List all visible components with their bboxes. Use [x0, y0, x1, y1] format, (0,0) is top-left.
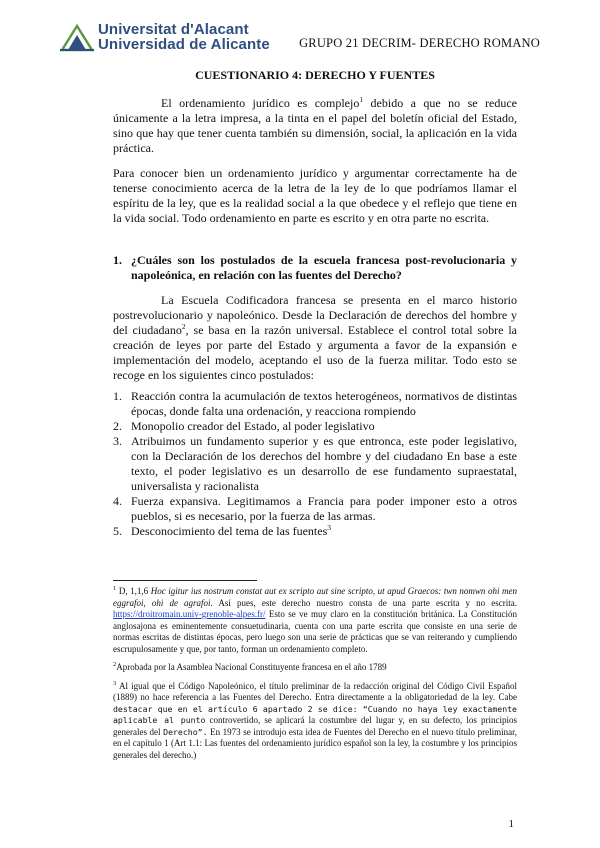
intro-paragraph-2: Para conocer bien un ordenamiento jurídico y argumentar correctamente ha de tenerse conocimiento acerca de la letra de la ley de lo que podríamos llamar el espíritu de la ley, que es la realidad social a la que obedece y el reflejo que tiene en la vida social. Todo ordenamiento en parte es escrito y en otra parte no escrita.: [113, 166, 517, 225]
university-emblem-icon: [60, 22, 94, 52]
list-item: 1. Reacción contra la acumulación de textos heterogéneos, normativos de distintas épocas, donde falta una ordenación, y reacciona rompiendo: [113, 389, 517, 418]
footnote-3: $^3$ Al igual que el Código Napoleónico, el título preliminar de la redacción original del Código Civil Español (1889) no hace referencia a las Fuentes del Derecho. Entra directamente a la obligatoriedad de la ley. Cabe destacar que en el artículo 6 apartado 2 se dice: “Cuando no haya ley exactamente aplicable al punto controvertido, se aplicará la costumbre del lugar y, en su defecto, los principios generales del Derecho”. En 1973 se introdujo esta idea de Fuentes del Derecho en el nuevo título preliminar, en el capítulo 1 (Art 1.1: Las fuentes del ordenamiento jurídico español son la ley, la costumbre y los principios generales del derecho.): [113, 679, 517, 760]
answer-paragraph: La Escuela Codificadora francesa se presenta en el marco historio postrevolucionario y napoleónico. Desde la Declaración de derechos del hombre y del ciudadano$^2$, se basa en la razón universal. Establece el control total sobre la creación de leyes por parte del Estado y argumenta a favor de la expansión e implementación del modelo, aceptando el uso de la fuerza militar. Todo esto se recoge en los siguientes cinco postulados:: [113, 293, 517, 382]
list-item: 3. Atribuimos un fundamento superior y es que entronca, este poder legislativo, con la Declaración de los derechos del hombre y del ciudadano En base a este texto, el poder legislativo es un desarrollo de ese fundamento supraestatal, universalista y racionalista: [113, 434, 517, 493]
question-1: [113, 253, 517, 283]
logo-line-spanish: Universidad de Alicante: [98, 36, 270, 53]
list-item: 5. Desconocimiento del tema de las fuentes$^3$: [113, 523, 332, 538]
logo-line-valencian: Universitat d'Alacant: [98, 21, 249, 38]
footnote-2: $^2$Aprobada por la Asamblea Nacional Constituyente francesa en el año 1789: [113, 661, 387, 672]
intro-paragraph-1: El ordenamiento jurídico es complejo$^1$ debido a que no se reduce únicamente a la letra impresa, a la tinta en el papel del boletín oficial del Estado, sino que hay que tener cuenta también su dimensión, social, la aplicación en la vida práctica.: [113, 95, 517, 155]
footnote-ref-3[interactable]: 3: [327, 523, 332, 532]
group-label: GRUPO 21 DECRIM- DERECHO ROMANO: [299, 36, 540, 50]
footnote-1: $^1$ D, 1,1,6 Hoc igitur ius nostrum constat aut ex scripto aut sine scripto, ut apud Graecos: twn nomwn ohi men eggrafoi, ohi de agrafoi. Así pues, este derecho nuestro consta de una parte escrita y no escrita. https://droitromain.univ-grenoble-alpes.fr/ Esto se ve muy claro en la constitución británica. La Constitución anglosajona es eminentemente consuetudinaria, cuenta con una parte escrita que consiste en una serie de normas escritas de distintas épocas, pero luego son una serie de prácticas que se van reiterando y cumpliendo escrupulosamente y que, por tanto, forman un ordenamiento completo.: [113, 585, 518, 654]
main-content: [113, 68, 517, 539]
footnote-link[interactable]: https://droitromain.univ-grenoble-alpes.fr/: [113, 609, 266, 619]
postulates-list: [113, 389, 517, 539]
footnote-divider: [113, 580, 257, 581]
footnote-ref-2[interactable]: 2: [181, 322, 186, 331]
question-text: ¿Cuáles son los postulados de la escuela francesa post-revolucionaria y napoleónica, en relación con las fuentes del Derecho?: [131, 253, 517, 282]
list-item: 2. Monopolio creador del Estado, al poder legislativo: [113, 419, 375, 433]
list-item: 4. Fuerza expansiva. Legitimamos a Francia para poder imponer esto a otros pueblos, si es necesario, por la fuerza de las armas.: [113, 494, 517, 523]
footnotes: [113, 580, 517, 768]
document-title: CUESTIONARIO 4: DERECHO Y FUENTES: [195, 68, 435, 82]
question-number: 1.: [113, 253, 122, 267]
university-logo: [60, 22, 270, 52]
footnote-ref-1[interactable]: 1: [359, 95, 364, 104]
page-header: [60, 22, 540, 62]
page-number: 1: [508, 818, 514, 830]
